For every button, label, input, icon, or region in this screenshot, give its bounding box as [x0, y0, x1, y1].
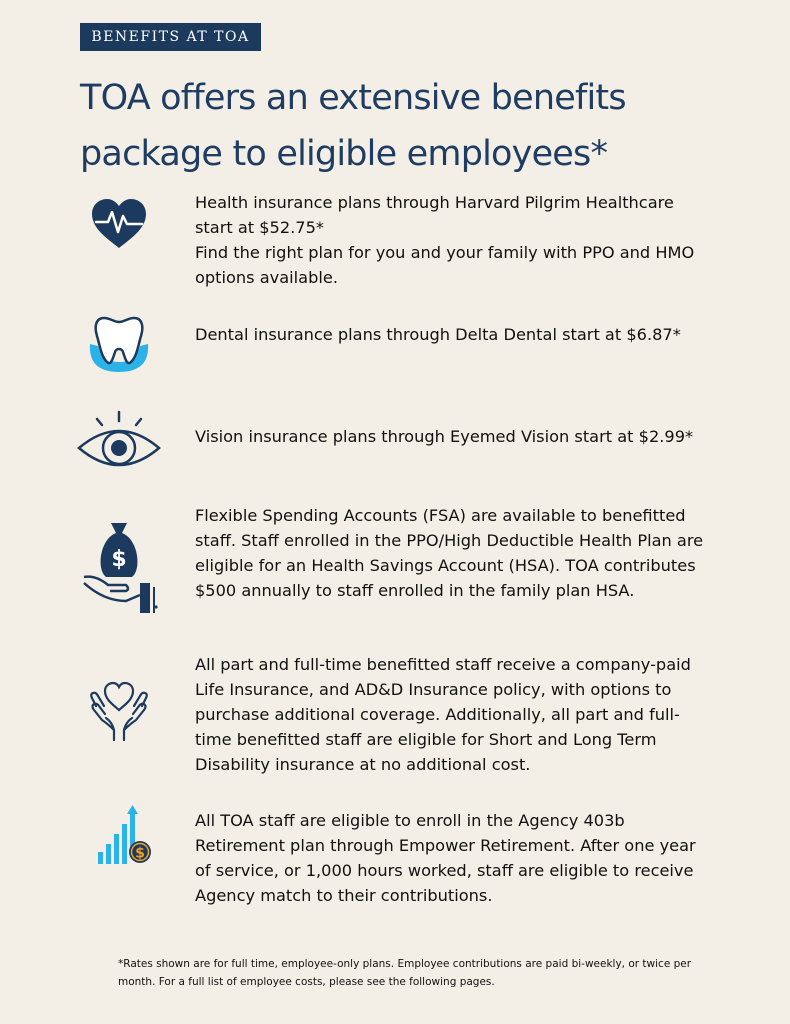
hands-heart-icon [74, 676, 164, 746]
benefit-text [195, 322, 715, 347]
growth-chart-coin-icon [74, 804, 164, 870]
benefit-line: Flexible Spending Accounts (FSA) are available to benefitted staff. Staff enrolled in the PPO/High Deductible Health Plan are eligible for an Health Savings Account (HSA). TOA contributes $500 annually to staff enrolled in the family plan HSA. [195, 506, 704, 600]
benefit-line: Dental insurance plans through Delta Dental start at $6.87* [195, 325, 681, 344]
benefit-line: Vision insurance plans through Eyemed Vision start at $2.99* [195, 427, 694, 446]
money-bag-hand-icon [74, 517, 164, 613]
svg-text:$: $ [135, 845, 145, 862]
section-badge: BENEFITS AT TOA [80, 23, 261, 51]
benefit-text [195, 652, 715, 777]
tooth-icon [74, 312, 164, 378]
svg-text:$: $ [111, 547, 127, 572]
benefit-line: All TOA staff are eligible to enroll in the Agency 403b Retirement plan through Empower Retirement. After one year of service, or 1,000 hours worked, staff are eligible to receive Agency match to their contributions. [195, 811, 696, 905]
footnote: *Rates shown are for full time, employee-only plans. Employee contributions are paid bi-weekly, or twice per month. For a full list of employee costs, please see the following pages. [118, 958, 692, 988]
benefit-text [195, 424, 715, 449]
benefit-line: Find the right plan for you and your family with PPO and HMO options available. [195, 243, 695, 287]
benefit-text [195, 190, 715, 290]
benefit-text [195, 808, 715, 908]
benefit-line: All part and full-time benefitted staff receive a company-paid Life Insurance, and AD&D Insurance policy, with options to purchase additional coverage. Additionally, all part and full-time benefitted staff are eligible for Short and Long Term Disability insurance at no additional cost. [195, 655, 691, 774]
benefit-line: Health insurance plans through Harvard Pilgrim Healthcare start at $52.75* [195, 193, 674, 237]
benefit-text [195, 503, 715, 603]
page-title: TOA offers an extensive benefits package to eligible employees* [80, 78, 626, 174]
heart-pulse-icon [74, 192, 164, 254]
eye-icon [74, 410, 164, 474]
